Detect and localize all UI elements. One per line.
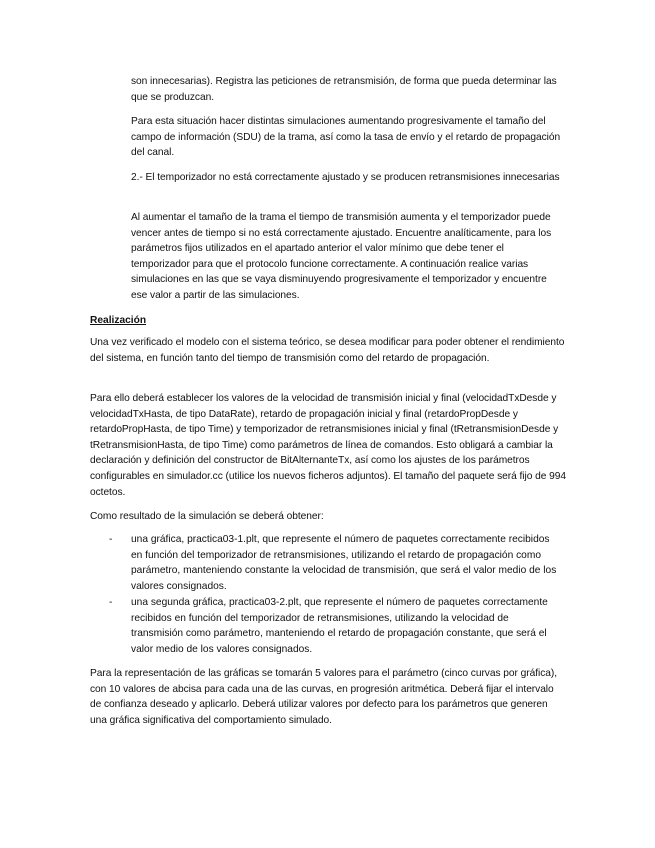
- paragraph-simulation-sdu: Para esta situación hacer distintas simulaciones aumentando progresivamente el tamaño del campo de información (SDU) de la trama, así como la tasa de envío y el retardo de propagación del canal.: [131, 116, 561, 159]
- paragraph-timer-analysis: Al aumentar el tamaño de la trama el tiempo de transmisión aumenta y el temporizador puede vencer antes de tiempo si no está correctamente ajustado. Encuentre analíticamente, para los parámetros fijos utilizados en el apartado anterior el valor mínimo que debe tener el temporizador para que el protocolo funcione correctamente. A continuación realice varias simulaciones en las que se vaya disminuyendo progresivamente el temporizador y encuentre ese valor a partir de las simulaciones.: [131, 212, 552, 301]
- bullet-text: una gráfica, practica03-1.plt, que represente el número de paquetes correctamente recibidos en función del temporizador de retransmisiones, utilizando el retardo de propagación como parámetro, manteniendo constante la velocidad de transmisión, que será el valor medio de los valores consignados.: [131, 534, 557, 592]
- paragraph-retransmission-requests: son innecesarias). Registra las peticiones de retransmisión, de forma que pueda determinar las que se produzcan.: [131, 76, 557, 103]
- paragraph-graph-representation: Para la representación de las gráficas se tomarán 5 valores para el parámetro (cinco curvas por gráfica), con 10 valores de abcisa para cada una de las curvas, en progresión aritmética. Deberá fijar el intervalo de confianza deseado y aplicarlo. Deberá utilizar valores por defecto para los parámetros que generen una gráfica significativa del comportamiento simulado.: [90, 668, 557, 726]
- bullet-dash: -: [109, 597, 113, 608]
- bullet-dash: -: [109, 534, 113, 545]
- paragraph-parameters: Para ello deberá establecer los valores de la velocidad de transmisión inicial y final (velocidadTxDesde y velocidadTxHasta, de tipo DataRate), retardo de propagación inicial y final (retardoPropDesde y retardoPropHasta, de tipo Time) y temporizador de retransmisiones inicial y final (tRetransmisionDesde y tRetransmisionHasta, de tipo Time) como parámetros de línea de comandos. Esto obligará a cambiar la declaración y definición del constructor de BitAlternanteTx, así como los ajustes de los parámetros configurables en simulador.cc (utilice los nuevos ficheros adjuntos). El tamaño del paquete será fijo de 994 octetos.: [90, 393, 566, 498]
- paragraph-section-2-title: 2.- El temporizador no está correctamente ajustado y se producen retransmisiones innecesarias: [131, 172, 560, 183]
- section-heading-realizacion: Realización: [90, 315, 147, 326]
- paragraph-results-intro: Como resultado de la simulación se deberá obtener:: [90, 511, 324, 522]
- paragraph-model-verified: Una vez verificado el modelo con el sistema teórico, se desea modificar para poder obtener el rendimiento del sistema, en función tanto del tiempo de transmisión como del retardo de propagación.: [90, 337, 565, 364]
- bullet-text: una segunda gráfica, practica03-2.plt, que represente el número de paquetes correctamente recibidos en función del temporizador de retransmisiones, utilizando la velocidad de transmisión como parámetro, manteniendo el retardo de propagación constante, que será el valor medio de los valores consignados.: [131, 597, 548, 655]
